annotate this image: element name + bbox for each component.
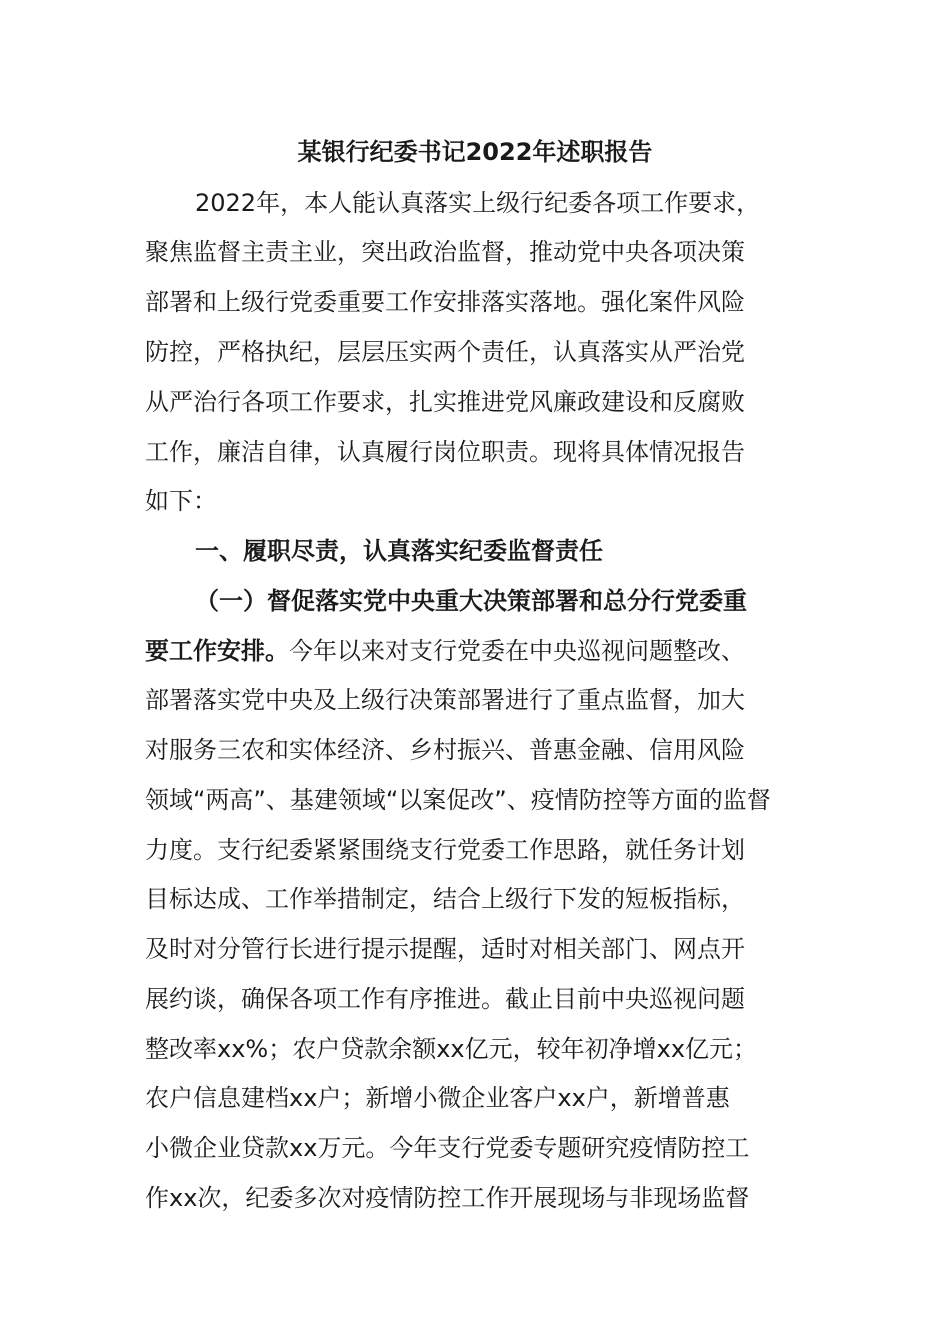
paragraph-line: 部署落实党中央及上级行决策部署进行了重点监督，加大 [145, 686, 745, 714]
paragraph-line: 从严治行各项工作要求，扎实推进党风廉政建设和反腐败 [145, 388, 745, 416]
paragraph-line: 防控，严格执纪，层层压实两个责任，认真落实从严治党 [145, 338, 745, 366]
paragraph-line [145, 631, 745, 671]
paragraph-line: 聚焦监督主责主业，突出政治监督，推动党中央各项决策 [145, 238, 745, 266]
paragraph-line: 力度。支行纪委紧紧围绕支行党委工作思路，就任务计划 [145, 836, 745, 864]
subsection-heading-end: 要工作安排。 [145, 637, 289, 665]
paragraph-line: 对服务三农和实体经济、乡村振兴、普惠金融、信用风险 [145, 736, 745, 764]
paragraph-line: 目标达成、工作举措制定，结合上级行下发的短板指标， [145, 885, 745, 913]
paragraph-line: 及时对分管行长进行提示提醒，适时对相关部门、网点开 [145, 935, 745, 963]
paragraph-line: 工作，廉洁自律，认真履行岗位职责。现将具体情况报告 [145, 438, 745, 466]
paragraph-line-text: 今年以来对支行党委在中央巡视问题整改、 [289, 637, 745, 665]
paragraph-line: 小微企业贷款xx万元。今年支行党委专题研究疫情防控工 [145, 1134, 750, 1162]
paragraph-line: 展约谈，确保各项工作有序推进。截止目前中央巡视问题 [145, 985, 745, 1013]
paragraph-line: 如下： [145, 487, 217, 515]
section-heading: 一、履职尽责，认真落实纪委监督责任 [195, 537, 603, 565]
paragraph-line: 2022年，本人能认真落实上级行纪委各项工作要求， [195, 189, 761, 217]
paragraph-line: 领域“两高”、基建领域“以案促改”、疫情防控等方面的监督 [145, 786, 771, 814]
document-title: 某银行纪委书记2022年述职报告 [297, 138, 653, 166]
paragraph-line: 部署和上级行党委重要工作安排落实落地。强化案件风险 [145, 288, 745, 316]
paragraph-line: 农户信息建档xx户；新增小微企业客户xx户，新增普惠 [145, 1084, 730, 1112]
paragraph-line: 作xx次，纪委多次对疫情防控工作开展现场与非现场监督 [145, 1184, 750, 1212]
subsection-heading: （一）督促落实党中央重大决策部署和总分行党委重 [195, 587, 747, 615]
paragraph-line: 整改率xx%；农户贷款余额xx亿元，较年初净增xx亿元； [145, 1035, 758, 1063]
